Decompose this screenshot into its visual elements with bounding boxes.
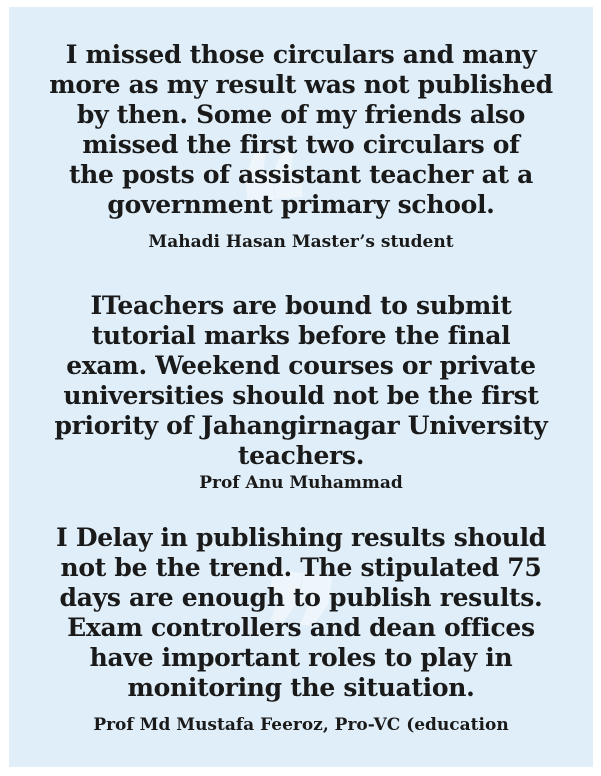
quote-line: missed the first two circulars of	[82, 130, 520, 159]
quote-line: government primary school.	[107, 190, 495, 219]
quote-line: tutorial marks before the final	[91, 321, 511, 350]
quote-line: universities should not be the first	[63, 381, 539, 410]
quote-line: priority of Jahangirnagar University	[54, 411, 548, 440]
quote-line: monitoring the situation.	[127, 673, 475, 702]
quote-3	[9, 523, 593, 703]
quote-line: I missed those circulars and many	[65, 40, 537, 69]
quote-2-author	[9, 472, 593, 494]
quote-line: Exam controllers and dean offices	[67, 613, 535, 642]
quote-1	[9, 40, 593, 220]
author-name: Prof Md Mustafa Feeroz, Pro-VC (education	[93, 715, 509, 735]
quote-line: more as my result was not published	[49, 70, 553, 99]
quote-line: I Delay in publishing results should	[56, 523, 546, 552]
background-watermark-bottom: ❞	[247, 542, 346, 716]
quote-line: the posts of assistant teacher at a	[68, 160, 534, 189]
quote-line: not be the trend. The stipulated 75	[60, 553, 542, 582]
quote-1-author	[9, 231, 593, 253]
quote-panel	[9, 7, 593, 767]
quote-line: exam. Weekend courses or private	[66, 351, 536, 380]
quote-line: have important roles to play in	[89, 643, 513, 672]
quote-line: by then. Some of my friends also	[76, 100, 526, 129]
author-name: Mahadi Hasan Master’s student	[148, 232, 454, 252]
quote-2	[9, 291, 593, 471]
quote-line: teachers.	[237, 441, 365, 470]
quote-3-author	[9, 714, 593, 736]
quote-line: days are enough to publish results.	[59, 583, 543, 612]
author-name: Prof Anu Muhammad	[199, 473, 403, 493]
background-watermark-top: ❝	[231, 123, 317, 284]
quote-line: ITeachers are bound to submit	[90, 291, 512, 320]
